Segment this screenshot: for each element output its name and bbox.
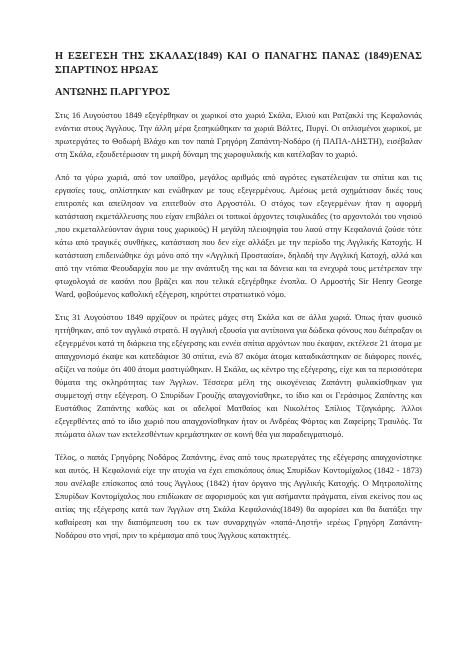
author-name: ΑΝΤΩΝΗΣ Π.ΑΡΓΥΡΟΣ	[55, 87, 170, 98]
paragraph-4: Τέλος, ο παπάς Γρηγόρης Νοδάρος Ζαπάντης, ένας από τους πρωτεργάτες της εξέγερσης απαγχονίστηκε και αυτός. Η Κεφαλονιά είχε την ατυχία να έχει επισκόπους όπως Σπυρίδων Κοντομίχαλος (1842 - 1873) που ανέλαβε επίσκοπος από τους Άγγλους (1842) ήταν όργανο της Αγγλικής Κατοχής. Ο Μητροπολίτης Σπυρίδων Κοντομίχαλος που επιδίωκαν σε αφορισμούς και για ασήμαντα πράγματα, είναι εκείνος που ως αιτίας της εξέγερσης κατά των Άγγλων στη Σκάλα Κεφαλονιάς(1849) θα αφορίσει και θα διατάξει την καθαίρεση και την διαπόμπευση του εκ των συναρχηγών «παπά-Ληστή» ιερέως Γρηγόρη Ζαπάντη-Νοδάρου στο νησί, πριν το κρέμασμα από τους Άγγλους κατακτητές.	[55, 452, 422, 540]
paragraph-1: Στις 16 Αυγούστου 1849 εξεγέρθηκαν οι χωρικοί στο χωριό Σκάλα, Ελιού και Ρατζακλί της Κεφαλονιάς ενάντια στους Άγγλους. Την άλλη μέρα ξεσηκώθηκαν τα χωριά Βάλτες, Πυργί. Οι οπλισμένοι χωρικοί, με πρωτεργάτες το Θοδωρή Βλάχο και τον παπά Γρηγόρη Ζαπάντη-Νοδάρο (ή ΠΑΠΑ-ΛΗΣΤΗ), εισέβαλαν στη Σκάλα, εξουδετέρωσαν τη μικρή δύναμη της χωροφυλακής και κατέλαβαν το χωριό.	[55, 110, 422, 159]
document-page	[55, 50, 422, 552]
paragraph-2: Από τα γύρω χωριά, από τον υπαίθρο, μεγάλος αριθμός από αγρότες εγκατέλειψαν τα σπίτια και τις εργασίες τους, οπλίστηκαν και ενώθηκαν με τους εξεγερμένους. Αμέσως μετά σχημάτισαν δικές τους επιτροπές και απείλησαν να επιτεθούν στο Αργοστόλι. Ο στόχος των εξεγερμένων ήταν η αφορμή κατάσταση εκμετάλλευσης που είχαν επιβάλει οι τοπικοί άρχοντες τσιφλικάδες (το αρχοντολόι του νησιού ,που εκμεταλλεύονταν άγρια τους χωρικούς) Η μεγάλη πλειοψηφία του λαού στην Κεφαλονιά ζούσε τότε κάτω από τραγικές συνθήκες, κατάσταση που δεν είχε αλλάξει με την περίοδο της Αγγλικής Κατοχής. Η κατάσταση επιδεινώθηκε όχι μόνο από την «Αγγλική Προστασία», δηλαδή την Αγγλική Κατοχή, αλλά και από την ντόπια Φεουδαρχία που με την ανάπτυξη της και τα δάνεια και τα ενεχυρά τους μετέτρεπαν την φτωχολογιά σε κασάνι που βράζει και που τελικά εξεγέρθηκε ένοπλα. Ο Αρμοστής Sir Henry George Ward, φοβούμενος καθολική εξέγερση, κηρύττει στρατιωτικό νόμο.	[55, 172, 422, 299]
paragraph-3: Στις 31 Αυγούστου 1849 αρχίζουν οι πρώτες μάχες στη Σκάλα και σε άλλα χωριά. Όπως ήταν φυσικό ηττήθηκαν, από τον αγγλικό στρατό. Η αγγλική εξουσία για αντίποινα για δώδεκα φόνους που διέπραξαν οι εξεγερμένοι κατά τη διάρκεια της εξέγερσης και εννέα σπίτια αρχόντων που έκαψαν, εκτέλεσε 21 άτομα με απαγχονισμό έκαψε και κατεδάφισε 30 σπίτια, ενώ 87 ακόμα άτομα καταδικάστηκαν σε διάφορες ποινές, αξίζει να πούμε ότι 400 άτομα μαστιγώθηκαν. Η Σκάλα, ως κέντρο της εξέγερσης, είχε και τα περισσότερα θύματα της σκληρότητας των Άγγλων. Τέσσερα μέλη της οικογένειας Ζαπάντη φυλακίσθηκαν για συμμετοχή στην εξέγερση. Ο Σπυρίδων Γρουζής απαγχονίσθηκε, το ίδιο και οι Γεράσιμος Ζαπάντης και Ευστάθιος Ζαπάντης καθώς και οι αδελφοί Ματθαίος και Νικολέτος Σπίλιος Τζαγκάρης. Άλλοι εξεγερθέντες από το ίδιο χωριό που απαγχονίσθηκαν ήταν οι Ανδρέας Φόρτος και Ζαφείρης Τραυλός. Τα πτώματα όλων των εκτελεσθέντων κρεμάστηκαν σε κοινή θέα για παραδειγματισμό.	[55, 312, 422, 439]
document-title: Η ΕΞΕΓΕΣΗ ΤΗΣ ΣΚΑΛΑΣ(1849) ΚΑΙ Ο ΠΑΝΑΓΗΣ ΠΑΝΑΣ (1849)ΕΝΑΣ ΣΠΑΡΤΙΝΟΣ ΗΡΩΑΣ	[55, 51, 422, 76]
